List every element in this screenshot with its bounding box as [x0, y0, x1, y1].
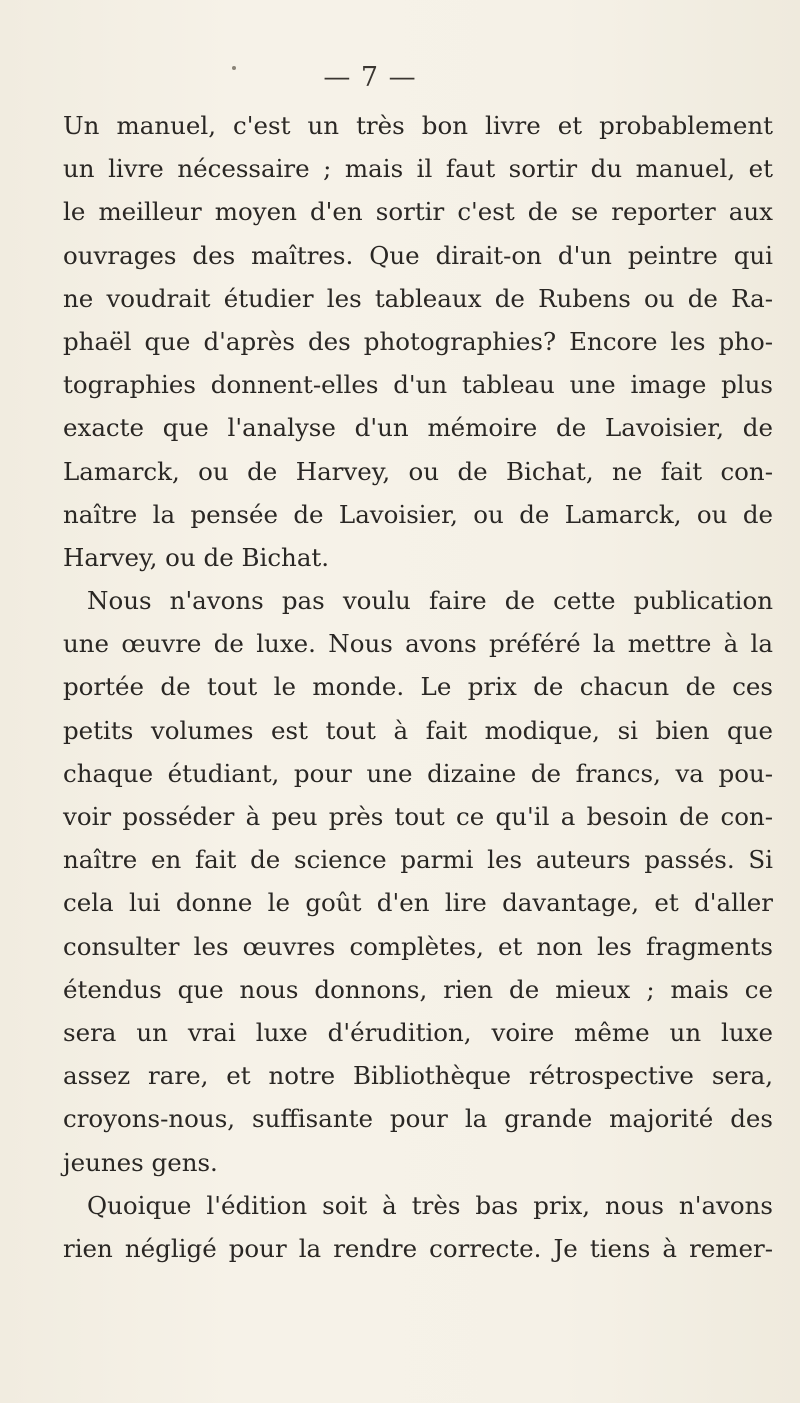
text-line: Un manuel, c'est un très bon livre et probablement [63, 111, 773, 140]
text-line: ne voudrait étudier les tableaux de Rubens ou de Ra- [63, 283, 773, 313]
text-line: naître la pensée de Lavoisier, ou de Lamarck, ou de [63, 499, 773, 529]
text-line: rien négligé pour la rendre correcte. Je tiens à remer- [63, 1233, 773, 1263]
text-line: une œuvre de luxe. Nous avons préféré la mettre à la [63, 629, 773, 659]
text-line: portée de tout le monde. Le prix de chacun de ces [63, 672, 773, 702]
text-line: un livre nécessaire ; mais il faut sortir du manuel, et [63, 154, 773, 184]
text-line: cela lui donne le goût d'en lire davantage, et d'aller [63, 888, 773, 918]
text-line: sera un vrai luxe d'érudition, voire même un luxe [63, 1017, 773, 1047]
text-line: Quoique l'édition soit à très bas prix, nous n'avons [87, 1190, 773, 1220]
text-line: jeunes gens. [63, 1147, 218, 1177]
text-line: Lamarck, ou de Harvey, ou de Bichat, ne fait con- [63, 456, 773, 486]
text-line: étendus que nous donnons, rien de mieux ; mais ce [63, 974, 773, 1004]
page-number: — 7 — [323, 62, 417, 93]
text-line: assez rare, et notre Bibliothèque rétrospective sera, [63, 1061, 773, 1091]
text-line: Harvey, ou de Bichat. [63, 542, 330, 572]
text-line: consulter les œuvres complètes, et non les fragments [63, 931, 773, 961]
text-line: Nous n'avons pas voulu faire de cette publication [87, 586, 773, 616]
text-line: naître en fait de science parmi les auteurs passés. Si [63, 845, 773, 875]
text-line: tographies donnent-elles d'un tableau une image plus [63, 370, 773, 400]
text-line: petits volumes est tout à fait modique, si bien que [63, 715, 773, 745]
text-line: ouvrages des maîtres. Que dirait-on d'un peintre qui [63, 240, 773, 270]
text-line: le meilleur moyen d'en sortir c'est de se reporter aux [63, 197, 773, 227]
text-line: voir posséder à peu près tout ce qu'il a besoin de con- [63, 802, 773, 831]
text-line: phaël que d'après des photographies? Encore les pho- [63, 326, 773, 356]
print-speck [232, 66, 236, 70]
text-line: exacte que l'analyse d'un mémoire de Lavoisier, de [63, 413, 773, 443]
body-text [63, 104, 773, 1270]
text-line: croyons-nous, suffisante pour la grande majorité des [63, 1104, 773, 1134]
text-line: chaque étudiant, pour une dizaine de francs, va pou- [63, 758, 773, 788]
